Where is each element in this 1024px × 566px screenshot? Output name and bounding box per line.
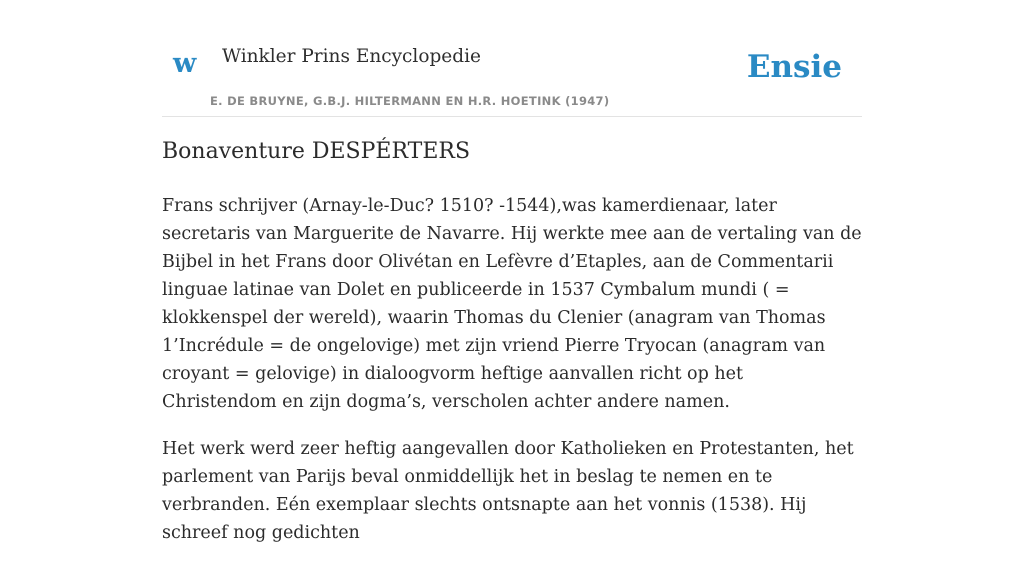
- winkler-prins-logo[interactable]: w: [173, 48, 197, 79]
- ensie-logo[interactable]: Ensie: [746, 49, 842, 85]
- entry-title: Bonaventure DESPÉRTERS: [162, 139, 471, 164]
- source-title[interactable]: Winkler Prins Encyclopedie: [222, 46, 481, 67]
- source-authors: E. DE BRUYNE, G.B.J. HILTERMANN EN H.R. HOETINK (1947): [210, 94, 610, 108]
- site-header: [162, 0, 862, 117]
- page-container: [162, 0, 862, 543]
- article-paragraph: Frans schrijver (Arnay-le-Duc? 1510? -1544),was kamerdienaar, later secretaris van Marguerite de Navarre. Hij werkte mee aan de vertaling van de Bijbel in het Frans door Olivétan en Lefèvre d’Etaples, aan de Commentarii linguae latinae van Dolet en publiceerde in 1537 Cymbalum mundi ( = klokkenspel der wereld), waarin Thomas du Clenier (anagram van Thomas 1’Incrédule = de ongelovige) met zijn vriend Pierre Tryocan (anagram van croyant = gelovige) in dialoogvorm heftige aanvallen richt op het Christendom en zijn dogma’s, verscholen achter andere namen.: [162, 196, 862, 412]
- article-paragraph: Het werk werd zeer heftig aangevallen door Katholieken en Protestanten, het parlement van Parijs beval onmiddellijk het in beslag te nemen en te verbranden. Eén exemplaar slechts ontsnapte aan het vonnis (1538). Hij schreef nog gedichten: [162, 439, 854, 543]
- article-body: [162, 192, 862, 566]
